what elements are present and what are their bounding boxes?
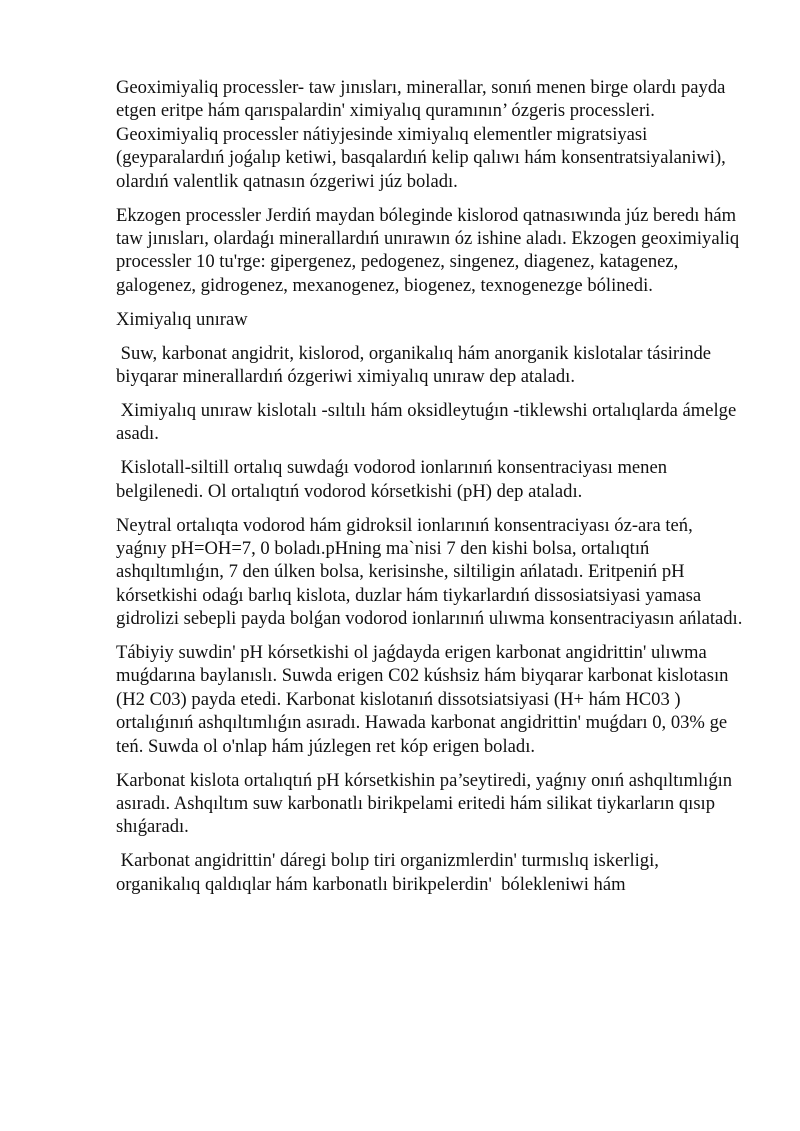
paragraph-neutral-environment-ph: Neytral ortalıqta vodorod hám gidroksil ionlarınıń konsentraciyası óz-ara teń, yaǵnıy pH=OH=7, 0 boladı.pHning ma`nisi 7 den kishi bolsa, ortalıqtıń ashqıltımlıǵın, 7 den úlken bolsa, kerisinshe, siltiligin ańlatadı. Eritpeniń pH kórsetkishi odaǵı barlıq kislota, duzlar hám tiykarlardıń dissosiatsiyasi yamasa gidrolizi sebepli payda bolǵan vodorod ionlarınıń ulıwma konsentraciyasın ańlatadı. [116,514,743,630]
paragraph-weathering-environments: Ximiyalıq unıraw kislotalı -sıltılı hám oksidleytuǵın -tiklewshi ortalıqlarda ámelge asadı. [116,399,741,445]
document-page [116,76,744,907]
paragraph-chemical-weathering-definition: Suw, karbonat angidrit, kislorod, organikalıq hám anorganik kislotalar tásirinde biyqarar minerallardıń ózgeriwi ximiyalıq unıraw dep ataladı. [116,342,716,387]
paragraph-exogenous-processes: Ekzogen processler Jerdiń maydan bóleginde kislorod qatnasıwında júz beredı hám taw jınısları, olardaǵı minerallardıń unırawın óz ishine aladı. Ekzogen geoximiyaliq processler 10 tu'rge: gipergenez, pedogenez, singenez, diagenez, katagenez, galogenez, gidrogenez, mexanogenez, biogenez, texnogenezge bólinedi. [116,204,744,296]
paragraph-carbon-dioxide-source: Karbonat angidrittin' dáregi bolıp tiri organizmlerdin' turmıslıq iskerligi, organikalıq qaldıqlar hám karbonatlı birikpelerdin' bólekleniwi hám [116,850,664,895]
paragraph-carbonic-acid: Karbonat kislota ortalıqtıń pH kórsetkishin pa’seytiredi, yaǵnıy onıń ashqıltımlıǵın asıradı. Ashqıltım suw karbonatlı birikpelami eritedi hám silikat tiykarların qısıp shıǵaradı. [116,769,737,838]
paragraph-natural-water-ph: Tábiyiy suwdin' pH kórsetkishi ol jaǵdayda erigen karbonat angidrittin' ulıwma muǵdarına baylanıslı. Suwda erigen C02 kúshsiz hám biyqarar karbonat kislotasın (H2 C03) payda etedi. Karbonat kislotanıń dissotsiatsiyasi (H+ hám HC03 ) ortalıǵınıń ashqıltımlıǵın asıradı. Hawada karbonat angidrittin' muǵdarı 0, 03% ge teń. Suwda ol o'nlap hám júzlegen ret kóp erigen boladı. [116,642,734,757]
paragraph-geochemical-processes: Geoximiyaliq processler- taw jınısları, minerallar, sonıń menen birge olardı payda etgen eritpe hám qarıspalardin' ximiyalıq quramının’ ózgeris processleri. Geoximiyaliq processler nátiyjesinde ximiyalıq elementler migratsiyasi (geyparalardıń joǵalıp ketiwi, basqalardıń kelip qalıwı hám konsentratsiyalaniwi), olardıń valentlik qatnasın ózgeriwi júz boladı. [116,77,731,192]
paragraph-acid-alkaline-environment: Kislotall-siltill ortalıq suwdaǵı vodorod ionlarınıń konsentraciyası menen belgilenedi. Ol ortalıqtıń vodorod kórsetkishi (pH) dep ataladı. [116,457,672,502]
section-heading-chemical-weathering: Ximiyalıq unıraw [116,308,248,330]
